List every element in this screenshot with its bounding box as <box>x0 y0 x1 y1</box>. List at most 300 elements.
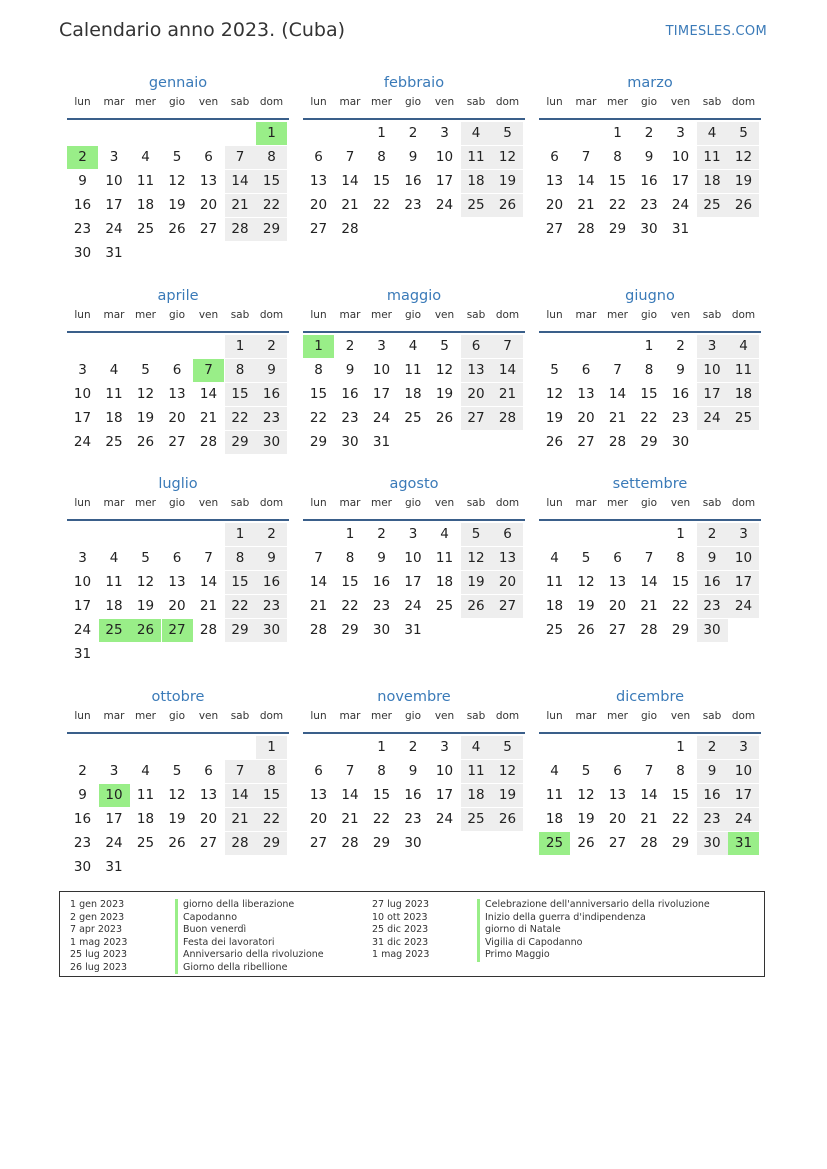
day-cell: 14 <box>341 786 359 803</box>
day-cell: 13 <box>168 385 186 402</box>
day-cell: 2 <box>697 523 728 546</box>
day-cell: 9 <box>78 786 87 803</box>
day-cell: 2 <box>676 337 685 354</box>
weekday-label: mar <box>575 96 597 108</box>
weekday-label: dom <box>259 497 284 509</box>
day-cell: 7 <box>644 762 654 779</box>
day-cell: 19 <box>168 196 186 213</box>
day-cell: 11 <box>105 385 123 402</box>
day-cell: 5 <box>581 549 591 566</box>
month-name: aprile <box>157 288 199 304</box>
weekday-header <box>303 497 525 515</box>
day-cell: 6 <box>314 762 323 779</box>
day-cell: 31 <box>73 645 92 662</box>
day-cell: 8 <box>377 148 386 165</box>
day-cell: 28 <box>341 220 359 237</box>
day-cell: 3 <box>440 738 449 755</box>
day-cell: 16 <box>640 172 658 189</box>
day-cell: 3 <box>377 337 386 354</box>
day-cell: 30 <box>404 834 422 851</box>
day-cell: 13 <box>309 786 328 803</box>
day-cell: 18 <box>545 597 564 614</box>
day-cell: 11 <box>404 361 422 378</box>
day-cell: 13 <box>461 359 492 382</box>
day-cell: 12 <box>492 760 523 783</box>
day-cell: 25 <box>461 194 492 217</box>
day-cell: 26 <box>130 619 161 642</box>
day-cell: 3 <box>728 736 759 759</box>
month-novembre <box>303 686 525 886</box>
weekday-label: mer <box>134 710 156 722</box>
day-cell: 30 <box>640 220 658 237</box>
day-cell: 31 <box>671 220 690 237</box>
weekday-label: mer <box>370 497 392 509</box>
weekday-label: sab <box>702 96 722 108</box>
day-cell: 26 <box>728 194 759 217</box>
day-cell: 19 <box>577 597 595 614</box>
day-cell: 12 <box>136 385 155 402</box>
day-cell: 5 <box>492 736 523 759</box>
weekday-label: lun <box>310 309 327 321</box>
day-cell: 11 <box>545 786 564 803</box>
day-cell: 15 <box>640 385 658 402</box>
day-cell: 10 <box>372 361 391 378</box>
day-cell: 15 <box>225 383 256 406</box>
day-cell: 12 <box>461 547 492 570</box>
day-grid <box>67 736 289 886</box>
day-cell: 16 <box>671 385 690 402</box>
month-name: settembre <box>612 476 688 492</box>
weekday-label: lun <box>74 710 91 722</box>
day-cell: 29 <box>341 621 359 638</box>
day-cell: 25 <box>728 407 759 430</box>
weekday-label: ven <box>670 309 691 321</box>
day-cell: 20 <box>199 196 218 213</box>
day-cell: 23 <box>73 220 92 237</box>
day-cell: 21 <box>341 196 359 213</box>
day-cell: 20 <box>545 196 564 213</box>
day-cell: 15 <box>256 784 287 807</box>
day-cell: 10 <box>435 762 454 779</box>
day-cell: 1 <box>225 523 256 546</box>
legend-holiday-name: giorno della liberazione <box>175 899 324 912</box>
month-divider <box>303 519 525 521</box>
weekday-label: dom <box>495 710 520 722</box>
day-cell: 29 <box>608 220 627 237</box>
day-cell: 15 <box>225 571 256 594</box>
day-cell: 22 <box>372 810 391 827</box>
day-cell: 1 <box>676 525 685 542</box>
legend-date: 31 dic 2023 <box>372 936 429 948</box>
day-cell: 22 <box>309 409 328 426</box>
day-cell: 5 <box>728 122 759 145</box>
day-cell: 6 <box>461 335 492 358</box>
day-cell: 7 <box>314 549 323 566</box>
day-cell: 27 <box>309 220 328 237</box>
day-cell: 4 <box>141 762 150 779</box>
day-cell: 19 <box>461 571 492 594</box>
weekday-label: sab <box>466 710 486 722</box>
day-cell: 4 <box>550 549 559 566</box>
weekday-label: ven <box>198 710 219 722</box>
day-cell: 13 <box>545 172 564 189</box>
weekday-label: mer <box>134 96 156 108</box>
day-cell: 20 <box>577 409 595 426</box>
day-cell: 3 <box>109 762 119 779</box>
day-cell: 17 <box>435 786 454 803</box>
day-cell: 14 <box>309 573 328 590</box>
day-cell: 1 <box>613 124 622 141</box>
day-cell: 4 <box>461 122 492 145</box>
day-cell: 10 <box>105 172 123 189</box>
day-cell: 28 <box>341 834 359 851</box>
legend-date: 26 lug 2023 <box>70 961 127 973</box>
day-cell: 19 <box>577 810 595 827</box>
day-cell: 22 <box>608 196 627 213</box>
day-cell: 19 <box>136 409 155 426</box>
weekday-label: sab <box>230 710 250 722</box>
day-cell: 26 <box>168 834 186 851</box>
weekday-label: mar <box>339 497 361 509</box>
day-cell: 24 <box>105 220 123 237</box>
day-cell: 17 <box>728 571 759 594</box>
day-cell: 17 <box>73 409 92 426</box>
weekday-label: dom <box>731 710 756 722</box>
month-divider <box>539 331 761 333</box>
legend-holiday-name: Vigilia di Capodanno <box>477 937 710 950</box>
day-cell: 4 <box>408 337 418 354</box>
day-cell: 2 <box>644 124 654 141</box>
weekday-label: dom <box>731 96 756 108</box>
legend-date: 27 lug 2023 <box>372 899 429 910</box>
weekday-label: ven <box>670 710 691 722</box>
day-cell: 2 <box>377 525 386 542</box>
day-cell: 15 <box>256 170 287 193</box>
weekday-label: gio <box>640 309 657 321</box>
weekday-label: gio <box>640 710 657 722</box>
day-cell: 17 <box>435 172 454 189</box>
day-cell: 19 <box>492 170 523 193</box>
day-cell: 20 <box>309 810 328 827</box>
day-cell: 27 <box>545 220 564 237</box>
day-cell: 10 <box>435 148 454 165</box>
day-cell: 24 <box>671 196 690 213</box>
weekday-label: gio <box>168 710 185 722</box>
day-cell: 25 <box>136 834 155 851</box>
day-cell: 7 <box>644 549 654 566</box>
day-cell: 1 <box>225 335 256 358</box>
day-cell: 15 <box>608 172 627 189</box>
day-cell: 26 <box>136 433 155 450</box>
day-cell: 27 <box>461 407 492 430</box>
day-cell: 10 <box>728 760 759 783</box>
day-cell: 3 <box>728 523 759 546</box>
day-cell: 27 <box>608 834 627 851</box>
weekday-label: gio <box>168 497 185 509</box>
day-cell: 7 <box>345 762 355 779</box>
day-cell: 15 <box>671 573 690 590</box>
weekday-header <box>67 710 289 728</box>
day-cell: 5 <box>141 361 150 378</box>
day-grid <box>303 736 525 886</box>
weekday-label: gio <box>404 309 421 321</box>
weekday-label: mar <box>103 497 125 509</box>
day-cell: 20 <box>492 571 523 594</box>
day-cell: 1 <box>676 738 685 755</box>
weekday-header <box>67 309 289 327</box>
weekday-label: dom <box>495 309 520 321</box>
day-cell: 26 <box>168 220 186 237</box>
weekday-label: gio <box>404 96 421 108</box>
day-cell: 3 <box>676 124 685 141</box>
weekday-label: sab <box>466 497 486 509</box>
day-cell: 26 <box>435 409 454 426</box>
weekday-label: sab <box>466 309 486 321</box>
day-cell: 21 <box>199 597 218 614</box>
day-cell: 16 <box>697 784 728 807</box>
day-cell: 6 <box>550 148 559 165</box>
page-title: Calendario anno 2023. (Cuba) <box>59 19 346 41</box>
day-cell: 13 <box>492 547 523 570</box>
day-cell: 10 <box>73 385 92 402</box>
day-cell: 12 <box>545 385 564 402</box>
day-cell: 3 <box>697 335 728 358</box>
day-cell: 6 <box>204 148 213 165</box>
day-cell: 13 <box>309 172 328 189</box>
day-cell: 20 <box>168 597 186 614</box>
day-cell: 4 <box>109 549 119 566</box>
day-cell: 30 <box>256 431 287 454</box>
day-cell: 12 <box>577 573 595 590</box>
day-cell: 21 <box>225 194 256 217</box>
weekday-label: mer <box>134 309 156 321</box>
legend-holiday-name: Buon venerdì <box>175 924 324 937</box>
day-cell: 17 <box>697 383 728 406</box>
day-cell: 7 <box>225 760 256 783</box>
day-cell: 26 <box>577 621 595 638</box>
day-cell: 16 <box>372 573 391 590</box>
weekday-label: lun <box>74 309 91 321</box>
day-cell: 25 <box>404 409 422 426</box>
weekday-header <box>303 309 525 327</box>
month-name: gennaio <box>148 75 208 91</box>
weekday-label: ven <box>670 497 691 509</box>
day-cell: 22 <box>256 808 287 831</box>
day-cell: 27 <box>162 619 193 642</box>
day-cell: 2 <box>78 762 87 779</box>
weekday-label: dom <box>731 309 756 321</box>
day-cell: 8 <box>256 760 287 783</box>
day-cell: 9 <box>256 359 287 382</box>
day-cell: 1 <box>303 335 334 358</box>
weekday-label: mar <box>339 309 361 321</box>
day-cell: 6 <box>581 361 591 378</box>
day-cell: 27 <box>199 834 218 851</box>
day-cell: 9 <box>78 172 87 189</box>
weekday-label: gio <box>640 497 657 509</box>
day-cell: 16 <box>256 571 287 594</box>
weekday-label: sab <box>466 96 486 108</box>
day-cell: 11 <box>136 172 155 189</box>
day-cell: 7 <box>613 361 622 378</box>
weekday-label: mar <box>103 710 125 722</box>
weekday-header <box>539 710 761 728</box>
day-cell: 20 <box>168 409 186 426</box>
day-cell: 5 <box>172 148 182 165</box>
day-cell: 22 <box>671 810 690 827</box>
month-name: febbraio <box>383 75 445 91</box>
month-divider <box>539 519 761 521</box>
day-grid <box>539 523 761 673</box>
day-cell: 25 <box>461 808 492 831</box>
legend-date: 1 mag 2023 <box>70 936 128 948</box>
day-cell: 23 <box>73 834 92 851</box>
day-cell: 29 <box>256 832 287 855</box>
day-cell: 29 <box>256 218 287 241</box>
day-cell: 20 <box>309 196 328 213</box>
day-cell: 10 <box>99 784 130 807</box>
legend-date: 1 gen 2023 <box>70 899 125 910</box>
weekday-label: gio <box>168 309 185 321</box>
day-cell: 13 <box>608 573 627 590</box>
day-cell: 23 <box>697 808 728 831</box>
weekday-label: lun <box>310 710 327 722</box>
day-cell: 29 <box>225 619 256 642</box>
weekday-header <box>539 497 761 515</box>
day-cell: 16 <box>73 196 92 213</box>
day-cell: 24 <box>404 597 422 614</box>
day-cell: 9 <box>256 547 287 570</box>
day-cell: 12 <box>728 146 759 169</box>
day-cell: 25 <box>539 832 570 855</box>
day-cell: 21 <box>608 409 627 426</box>
weekday-label: ven <box>434 710 455 722</box>
day-cell: 21 <box>492 383 523 406</box>
day-cell: 22 <box>225 407 256 430</box>
month-settembre <box>539 473 761 673</box>
day-cell: 16 <box>404 786 422 803</box>
day-cell: 21 <box>640 597 658 614</box>
month-divider <box>303 732 525 734</box>
day-cell: 8 <box>377 762 386 779</box>
weekday-label: gio <box>404 497 421 509</box>
day-cell: 16 <box>697 571 728 594</box>
day-cell: 23 <box>640 196 658 213</box>
day-cell: 8 <box>256 146 287 169</box>
day-cell: 13 <box>199 786 218 803</box>
legend-holiday-name: Capodanno <box>175 912 324 925</box>
day-cell: 27 <box>199 220 218 237</box>
day-cell: 13 <box>608 786 627 803</box>
weekday-label: mer <box>606 710 628 722</box>
day-cell: 2 <box>697 736 728 759</box>
legend-holiday-name: giorno di Natale <box>477 924 710 937</box>
day-cell: 17 <box>73 597 92 614</box>
day-cell: 31 <box>728 832 759 855</box>
weekday-label: ven <box>434 497 455 509</box>
day-cell: 6 <box>204 762 213 779</box>
day-cell: 26 <box>577 834 595 851</box>
day-cell: 10 <box>697 359 728 382</box>
day-cell: 14 <box>577 172 595 189</box>
weekday-label: mer <box>370 710 392 722</box>
day-cell: 24 <box>105 834 123 851</box>
day-cell: 8 <box>676 549 685 566</box>
day-cell: 18 <box>697 170 728 193</box>
day-cell: 6 <box>613 762 622 779</box>
legend-holiday-name: Festa dei lavoratori <box>175 937 324 950</box>
day-grid <box>67 523 289 673</box>
day-cell: 19 <box>492 784 523 807</box>
day-cell: 12 <box>435 361 454 378</box>
weekday-label: dom <box>259 309 284 321</box>
day-grid <box>303 335 525 485</box>
day-cell: 11 <box>697 146 728 169</box>
day-cell: 3 <box>440 124 449 141</box>
weekday-label: mer <box>370 309 392 321</box>
day-cell: 28 <box>577 220 595 237</box>
day-cell: 30 <box>256 619 287 642</box>
day-cell: 21 <box>640 810 658 827</box>
day-cell: 23 <box>404 810 422 827</box>
day-cell: 31 <box>105 244 123 261</box>
day-cell: 29 <box>671 834 690 851</box>
day-cell: 26 <box>461 595 492 618</box>
day-cell: 7 <box>225 146 256 169</box>
weekday-label: dom <box>495 96 520 108</box>
day-cell: 25 <box>545 621 564 638</box>
weekday-label: dom <box>731 497 756 509</box>
weekday-label: lun <box>74 96 91 108</box>
day-cell: 7 <box>193 359 224 382</box>
day-cell: 9 <box>377 549 386 566</box>
month-divider <box>67 118 289 120</box>
day-grid <box>303 122 525 272</box>
month-gennaio <box>67 72 289 272</box>
weekday-label: mer <box>606 309 628 321</box>
legend-names <box>175 899 324 974</box>
day-cell: 28 <box>225 832 256 855</box>
legend-date: 7 apr 2023 <box>70 924 123 935</box>
holiday-legend <box>59 891 765 977</box>
weekday-label: ven <box>670 96 691 108</box>
day-cell: 28 <box>309 621 328 638</box>
day-cell: 18 <box>105 409 123 426</box>
day-cell: 4 <box>728 335 759 358</box>
legend-dates <box>372 899 429 962</box>
day-cell: 21 <box>225 808 256 831</box>
day-cell: 17 <box>372 385 391 402</box>
day-cell: 9 <box>697 760 728 783</box>
weekday-label: ven <box>198 497 219 509</box>
month-divider <box>539 732 761 734</box>
day-cell: 23 <box>256 407 287 430</box>
day-cell: 10 <box>73 573 92 590</box>
day-cell: 1 <box>644 337 654 354</box>
day-cell: 2 <box>408 124 418 141</box>
day-cell: 4 <box>109 361 119 378</box>
day-cell: 30 <box>341 433 359 450</box>
day-cell: 11 <box>105 573 123 590</box>
day-cell: 18 <box>404 385 422 402</box>
legend-names <box>477 899 710 962</box>
day-cell: 24 <box>435 196 454 213</box>
weekday-label: ven <box>198 96 219 108</box>
day-cell: 9 <box>676 361 685 378</box>
day-cell: 8 <box>644 361 654 378</box>
day-cell: 8 <box>225 359 256 382</box>
brand-link[interactable]: TIMESLES.COM <box>665 24 767 39</box>
